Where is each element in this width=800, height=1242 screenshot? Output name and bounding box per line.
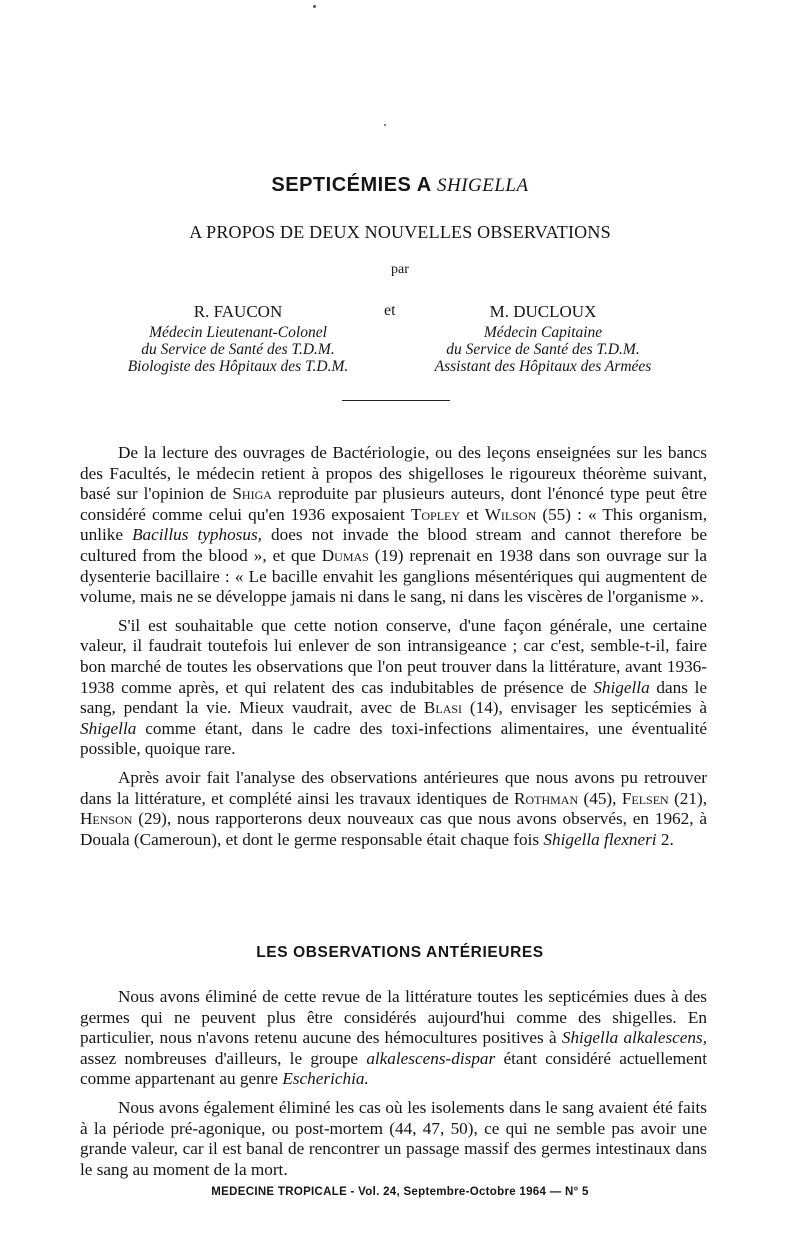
paragraph: Nous avons éliminé de cette revue de la littérature toutes les septicémies dues à des germes qui ne peuvent plus être considérés aujourd'hui comme des shigelles. En particulier, nous n'avons retenu aucune des hémocultures positives à Shigella alkalescens, assez nombreuses d'ailleurs, le groupe alkalescens-dispar étant considéré actuellement comme appartenant au genre Escherichia. (80, 987, 707, 1089)
article-title (0, 174, 800, 197)
author-affiliation: Biologiste des Hôpitaux des T.D.M. (127, 358, 349, 375)
section-heading: LES OBSERVATIONS ANTÉRIEURES (256, 944, 544, 961)
author-name: M. DUCLOUX (489, 302, 597, 321)
author-affiliation: du Service de Santé des T.D.M. (141, 341, 335, 358)
intro-body (80, 443, 707, 858)
title-italic: SHIGELLA (436, 175, 529, 196)
author-affiliation: Médecin Lieutenant-Colonel (149, 324, 327, 341)
author-affiliation: Assistant des Hôpitaux des Armées (434, 358, 652, 375)
title-main: SEPTICÉMIES A (271, 174, 431, 196)
author-block-faucon (108, 302, 368, 375)
author-affiliation: Médecin Capitaine (483, 324, 603, 341)
paragraph: S'il est souhaitable que cette notion conserve, d'une façon générale, une certaine valeur, il faudrait toutefois lui enlever de son intransigeance ; car c'est, semble-t-il, faire bon marché de toutes les observations que l'on peut trouver dans la littérature, avant 1936-1938 comme après, et qui relatent des cas indubitables de présence de Shigella dans le sang, pendant la vie. Mieux vaudrait, avec de Blasi (14), envisager les septicémies à Shigella comme étant, dans le cadre des toxi-infections alimentaires, une éventualité possible, quoique rare. (80, 615, 707, 759)
article-subtitle: A PROPOS DE DEUX NOUVELLES OBSERVATIONS (189, 222, 611, 242)
print-speck (313, 5, 316, 8)
separator-rule (342, 400, 450, 401)
section-body (80, 987, 707, 1188)
author-name: R. FAUCON (193, 302, 283, 321)
paragraph: Nous avons également éliminé les cas où les isolements dans le sang avaient été faits à la période pré-agonique, ou post-mortem (44, 47, 50), ce qui ne semble pas avoir une grande valeur, car il est banal de rencontrer un passage massif des germes intestinaux dans le sang au moment de la mort. (80, 1097, 707, 1179)
journal-footer: MEDECINE TROPICALE - Vol. 24, Septembre-Octobre 1964 — N° 5 (211, 1186, 589, 1198)
author-affiliation: du Service de Santé des T.D.M. (446, 341, 640, 358)
paragraph: De la lecture des ouvrages de Bactériologie, ou des leçons enseignées sur les bancs des Facultés, le médecin retient à propos des shigelloses le rigoureux théorème suivant, basé sur l'opinion de Shiga reproduite par plusieurs auteurs, dont l'énoncé type peut être considéré comme celui qu'en 1936 exposaient Topley et Wilson (55) : « This organism, unlike Bacillus typhosus, does not invade the blood stream and cannot therefore be cultured from the blood », et que Dumas (19) reprenait en 1938 dans son ouvrage sur la dysenterie bacillaire : « Le bacille envahit les ganglions mésentériques qui augmentent de volume, mais ne se développe jamais ni dans le sang, ni dans les viscères de l'organisme ». (80, 443, 707, 607)
et-conjunction: et (384, 302, 396, 319)
author-block-ducloux (408, 302, 678, 375)
print-speck (384, 124, 386, 126)
by-label: par (391, 262, 409, 277)
paragraph: Après avoir fait l'analyse des observations antérieures que nous avons pu retrouver dans la littérature, et complété ainsi les travaux identiques de Rothman (45), Felsen (21), Henson (29), nous rapporterons deux nouveaux cas que nous avons observés, en 1962, à Douala (Cameroun), et dont le germe responsable était chaque fois Shigella flexneri 2. (80, 767, 707, 849)
